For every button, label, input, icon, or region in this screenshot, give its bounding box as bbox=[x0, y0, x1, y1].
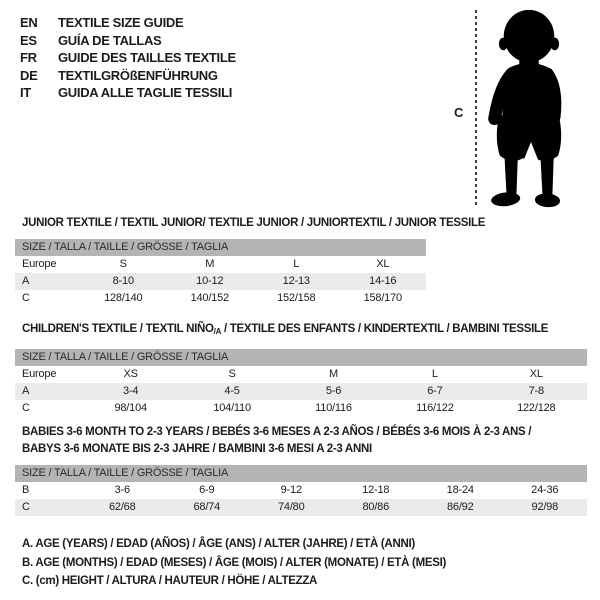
guide-title: GUIDE DES TAILLES TEXTILE bbox=[58, 50, 236, 66]
table-row bbox=[15, 273, 426, 290]
babies-section-title bbox=[22, 424, 600, 458]
table-cell: 80/86 bbox=[334, 499, 419, 516]
legend-note-a: A. AGE (YEARS) / EDAD (AÑOS) / ÂGE (ANS) / ALTER (JAHRE) / ETÀ (ANNI) bbox=[22, 538, 415, 550]
junior-textile-section bbox=[0, 215, 600, 307]
table-cell: 62/68 bbox=[80, 499, 165, 516]
row-label: A bbox=[15, 383, 80, 400]
children-textile-section bbox=[0, 321, 600, 417]
language-code: ES bbox=[20, 32, 37, 48]
table-cell: 116/122 bbox=[416, 402, 454, 414]
table-cell: 140/152 bbox=[190, 292, 229, 304]
language-row bbox=[20, 84, 236, 102]
table-row bbox=[15, 290, 426, 307]
size-header-bar: SIZE / TALLA / TAILLE / GRÖSSE / TAGLIA bbox=[15, 465, 587, 482]
table-row bbox=[15, 400, 587, 417]
table-cell: M bbox=[328, 368, 338, 380]
table-cell: 8-10 bbox=[80, 273, 167, 290]
table-cell: S bbox=[228, 368, 236, 380]
language-row bbox=[20, 49, 236, 67]
language-code: EN bbox=[20, 15, 38, 31]
height-measure-label: C bbox=[454, 105, 464, 120]
table-cell: M bbox=[205, 258, 215, 270]
table-cell: 158/170 bbox=[363, 292, 402, 304]
table-row bbox=[15, 256, 426, 273]
table-cell: 12-13 bbox=[253, 273, 340, 290]
legend-notes bbox=[22, 535, 446, 591]
table-cell: 6-7 bbox=[384, 383, 485, 400]
table-cell: 7-8 bbox=[486, 383, 587, 400]
guide-title: TEXTILGRÖßENFÜHRUNG bbox=[58, 67, 218, 83]
language-code: DE bbox=[20, 67, 38, 83]
table-cell: S bbox=[119, 258, 127, 270]
guide-title: GUÍA DE TALLAS bbox=[58, 32, 162, 48]
row-label: Europe bbox=[22, 258, 57, 270]
language-code: FR bbox=[20, 50, 37, 66]
section-title-text: /A bbox=[213, 327, 222, 336]
legend-note-c: C. (cm) HEIGHT / ALTURA / HAUTEUR / HÖHE / ALTEZZA bbox=[22, 575, 318, 587]
guide-title: TEXTILE SIZE GUIDE bbox=[58, 15, 184, 31]
table-cell: 4-5 bbox=[181, 383, 282, 400]
table-cell: XS bbox=[123, 368, 138, 380]
section-title-text: BABIES 3-6 MONTH TO 2-3 YEARS / BEBÉS 3-6 MESES A 2-3 AÑOS / BÉBÉS 3-6 MOIS À 2-3 ANS / bbox=[22, 426, 532, 438]
size-table bbox=[15, 366, 587, 417]
row-label: Europe bbox=[22, 368, 57, 380]
table-cell: 74/80 bbox=[249, 499, 334, 516]
table-cell: 152/158 bbox=[277, 292, 316, 304]
table-cell: 9-12 bbox=[280, 484, 302, 496]
babies-size-table bbox=[15, 465, 587, 516]
section-title-text: BABYS 3-6 MONATE BIS 2-3 JAHRE / BAMBINI 3-6 MESI A 2-3 ANNI bbox=[22, 443, 372, 455]
section-title-text: CHILDREN'S TEXTILE / TEXTIL NIÑO bbox=[22, 323, 214, 335]
row-label: C bbox=[15, 499, 80, 516]
size-table bbox=[15, 482, 587, 516]
table-cell: 12-18 bbox=[362, 484, 390, 496]
table-cell: 10-12 bbox=[167, 273, 254, 290]
toddler-silhouette-icon bbox=[483, 6, 575, 210]
table-row bbox=[15, 499, 587, 516]
table-cell: 3-6 bbox=[114, 484, 130, 496]
section-title-text: / TEXTILE DES ENFANTS / KINDERTEXTIL / BAMBINI TESSILE bbox=[221, 323, 549, 335]
row-label: C bbox=[22, 292, 30, 304]
table-cell: 5-6 bbox=[283, 383, 384, 400]
table-cell: 14-16 bbox=[340, 273, 427, 290]
size-header-bar: SIZE / TALLA / TAILLE / GRÖSSE / TAGLIA bbox=[15, 239, 426, 256]
table-cell: 98/104 bbox=[114, 402, 147, 414]
children-size-table bbox=[15, 349, 587, 417]
section-title-text: JUNIOR TEXTILE / TEXTIL JUNIOR/ TEXTILE JUNIOR / JUNIORTEXTIL / JUNIOR TESSILE bbox=[22, 217, 486, 229]
table-cell: XL bbox=[376, 258, 390, 270]
size-table bbox=[15, 256, 426, 307]
junior-size-table bbox=[15, 239, 426, 307]
table-cell: 3-4 bbox=[80, 383, 181, 400]
table-cell: 68/74 bbox=[165, 499, 250, 516]
table-cell: 18-24 bbox=[446, 484, 474, 496]
language-header bbox=[20, 14, 236, 102]
table-cell: 24-36 bbox=[531, 484, 559, 496]
table-row bbox=[15, 366, 587, 383]
language-code: IT bbox=[20, 85, 31, 101]
height-measure-dashed-line bbox=[475, 10, 477, 207]
table-cell: L bbox=[293, 258, 300, 270]
children-section-title bbox=[22, 321, 600, 340]
junior-section-title bbox=[22, 215, 600, 232]
size-header-bar: SIZE / TALLA / TAILLE / GRÖSSE / TAGLIA bbox=[15, 349, 587, 366]
table-row bbox=[15, 383, 587, 400]
table-cell: 86/92 bbox=[418, 499, 503, 516]
row-label: C bbox=[22, 402, 30, 414]
legend-note-b: B. AGE (MONTHS) / EDAD (MESES) / ÂGE (MOIS) / ALTER (MONATE) / ETÀ (MESI) bbox=[22, 556, 447, 569]
table-cell: XL bbox=[529, 368, 543, 380]
table-cell: L bbox=[431, 368, 438, 380]
table-cell: 110/116 bbox=[315, 402, 352, 414]
table-row bbox=[15, 482, 587, 499]
table-cell: 104/110 bbox=[213, 402, 251, 414]
language-row bbox=[20, 67, 236, 85]
babies-textile-section bbox=[0, 424, 600, 516]
row-label: A bbox=[15, 273, 80, 290]
table-cell: 92/98 bbox=[503, 499, 588, 516]
table-cell: 128/140 bbox=[104, 292, 143, 304]
table-cell: 6-9 bbox=[199, 484, 215, 496]
language-row bbox=[20, 14, 236, 32]
guide-title: GUIDA ALLE TAGLIE TESSILI bbox=[58, 85, 233, 101]
row-label: B bbox=[22, 484, 30, 496]
table-cell: 122/128 bbox=[517, 402, 556, 414]
language-row bbox=[20, 32, 236, 50]
